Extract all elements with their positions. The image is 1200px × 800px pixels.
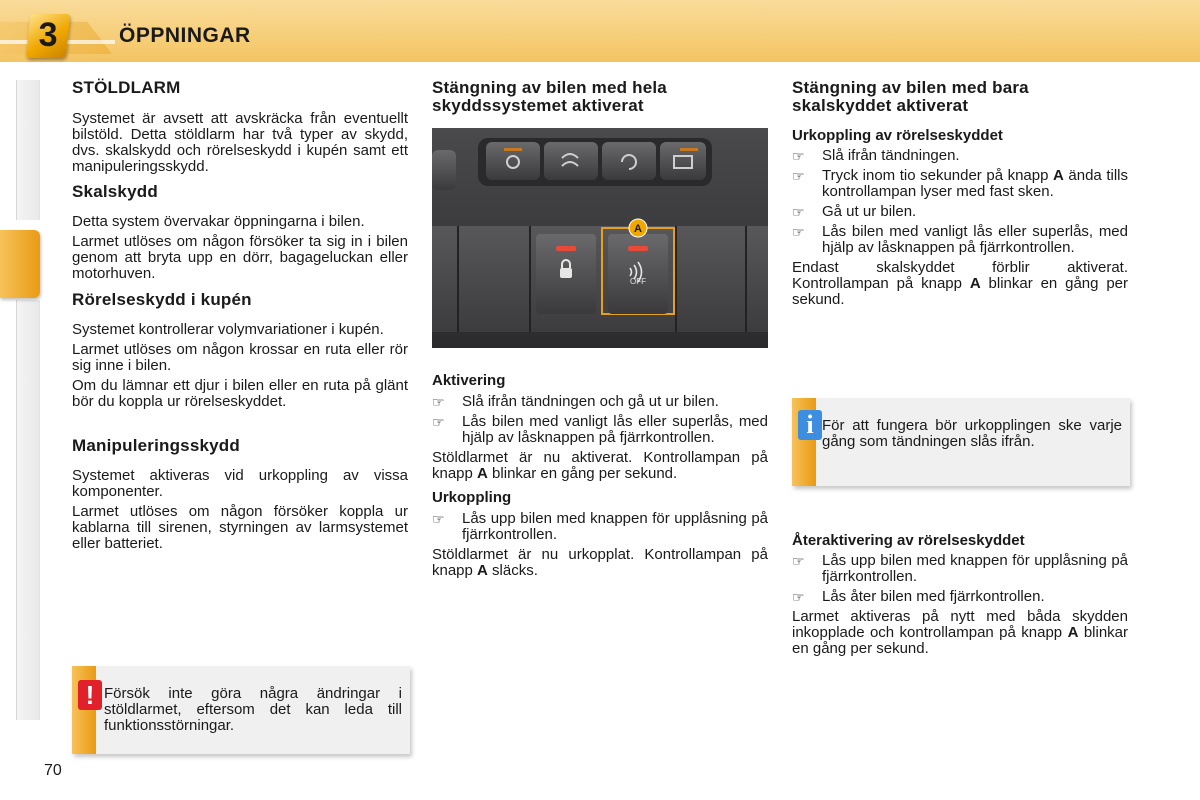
- key-a: A: [969, 275, 981, 292]
- column-middle-body: [432, 372, 768, 579]
- heading-aktivering: Aktivering: [432, 372, 506, 389]
- heading-manipuleringsskydd: Manipuleringsskydd: [72, 436, 240, 455]
- text-run: släcks.: [487, 562, 538, 579]
- text-run: Stöldlarmet är nu urkopplat. Kontrollampan på knapp: [432, 546, 768, 579]
- bullet-text: Lås upp bilen med knappen för upplåsning på fjärrkontrollen.: [822, 552, 1128, 585]
- bullet-text: Slå ifrån tändningen.: [822, 147, 960, 164]
- heading-full-protection: Stängning av bilen med hela skyddssystemet aktiverat: [432, 78, 667, 115]
- side-tab[interactable]: [16, 300, 40, 370]
- intro-paragraph: Systemet är avsett att avskräcka från eventuellt bilstöld. Detta stöldlarm har två typer av skydd, dvs. skalskydd och rörelseskydd i kupén samt ett manipuleringsskydd.: [72, 110, 408, 175]
- bullet-text: [822, 167, 1128, 200]
- key-a: A: [1053, 167, 1064, 184]
- pointing-hand-icon: ☞: [432, 414, 445, 430]
- heading-shell-protection: Stängning av bilen med bara skalskyddet aktiverat: [792, 78, 1029, 115]
- lock-icon: [560, 268, 572, 278]
- bullet-item: [792, 204, 1128, 220]
- text-run: blinkar en gång per sekund.: [792, 624, 1129, 657]
- side-tab[interactable]: [16, 580, 40, 650]
- side-tab[interactable]: [16, 150, 40, 220]
- side-tab[interactable]: [16, 510, 40, 580]
- pointing-hand-icon: ☞: [792, 553, 805, 569]
- page-number: 70: [44, 762, 62, 779]
- off-label: OFF: [630, 277, 646, 286]
- defrost-button: [486, 142, 540, 180]
- paragraph: Larmet utlöses om någon krossar en ruta eller rör sig inne i bilen.: [72, 341, 408, 374]
- page-header: [0, 0, 1200, 62]
- bullet-item: [792, 224, 1128, 256]
- warning-note: [72, 666, 410, 754]
- side-tab[interactable]: [16, 370, 40, 440]
- column-right-bottom: [792, 532, 1128, 657]
- key-a: A: [477, 465, 488, 482]
- bullet-item: [432, 414, 768, 446]
- section-title-stoldlarm: STÖLDLARM: [72, 78, 181, 97]
- info-note-text: För att fungera bör urkopplingen ske varje gång som tändningen slås ifrån.: [822, 417, 1122, 450]
- paragraph: [432, 450, 768, 482]
- bullet-item: [792, 168, 1128, 200]
- bullet-text: Gå ut ur bilen.: [822, 203, 917, 220]
- bullet-text: Lås bilen med vanligt lås eller superlås, med hjälp av låsknappen på fjärrkontrollen.: [822, 223, 1128, 256]
- info-note: [792, 398, 1130, 486]
- side-tab[interactable]: [16, 440, 40, 510]
- heading-urkoppling: Urkoppling: [432, 489, 512, 506]
- indicator-led: [680, 148, 698, 151]
- side-tab[interactable]: [16, 650, 40, 720]
- pointing-hand-icon: ☞: [792, 224, 805, 240]
- key-a: A: [1067, 624, 1079, 641]
- bullet-item: [432, 511, 768, 543]
- paragraph: Systemet aktiveras vid urkoppling av vissa komponenter.: [72, 467, 408, 500]
- column-left: [72, 76, 408, 552]
- text-run: Larmet aktiveras på nytt med båda skydden inkopplade och kontrollampan på knapp: [792, 608, 1128, 641]
- warning-note-text: Försök inte göra några ändringar i stöldlarmet, eftersom det kan leda till funktionsstörningar.: [104, 685, 402, 734]
- paragraph: [432, 547, 768, 579]
- paragraph: [792, 609, 1128, 657]
- paragraph: Detta system övervakar öppningarna i bilen.: [72, 213, 365, 230]
- text-run: blinkar en gång per sekund.: [792, 275, 1129, 308]
- column-right: [792, 76, 1128, 308]
- callout-a-label: A: [634, 223, 642, 235]
- chapter-title: ÖPPNINGAR: [119, 24, 251, 47]
- side-button: [432, 150, 456, 190]
- bullet-item: [792, 589, 1128, 605]
- dashboard-illustration: [432, 128, 768, 348]
- pointing-hand-icon: ☞: [792, 589, 805, 605]
- pointing-hand-icon: ☞: [432, 511, 445, 527]
- paragraph: [792, 260, 1128, 308]
- heading-ateraktivering: Återaktivering av rörelseskyddet: [792, 532, 1025, 549]
- heading-rorelseskydd: Rörelseskydd i kupén: [72, 290, 252, 309]
- paragraph: Larmet utlöses om någon försöker koppla ur kablarna till sirenen, styrningen av larmsystemet eller batteriet.: [72, 503, 408, 552]
- bullet-text: Lås upp bilen med knappen för upplåsning på fjärrkontrollen.: [462, 510, 768, 543]
- info-icon: i: [798, 410, 822, 440]
- pointing-hand-icon: ☞: [792, 204, 805, 220]
- alarm-led: [628, 246, 648, 251]
- indicator-led: [504, 148, 522, 151]
- key-a: A: [477, 562, 488, 579]
- chapter-badge: [26, 14, 71, 58]
- column-middle: [432, 76, 768, 115]
- lock-led: [556, 246, 576, 251]
- text-run: Stöldlarmet är nu aktiverat. Kontrollampan på knapp: [432, 449, 768, 482]
- heading-urkoppling-rorelse: Urkoppling av rörelseskyddet: [792, 127, 1003, 144]
- paragraph: Larmet utlöses om någon försöker ta sig in i bilen genom att bryta upp en dörr, bagageluckan eller motorhuven.: [72, 233, 408, 282]
- bullet-text: Lås åter bilen med fjärrkontrollen.: [822, 588, 1045, 605]
- bullet-item: [792, 148, 1128, 164]
- text-run: ända tills kontrollampan lyser med fast sken.: [822, 167, 1128, 200]
- pointing-hand-icon: ☞: [792, 148, 805, 164]
- text-run: Tryck inom tio sekunder på knapp: [822, 167, 1054, 184]
- bullet-text: Slå ifrån tändningen och gå ut ur bilen.: [462, 393, 719, 410]
- side-chapter-tabs: [0, 80, 44, 720]
- chapter-number: 3: [38, 16, 58, 54]
- side-tab[interactable]: [16, 80, 40, 150]
- lower-panel: [432, 226, 768, 332]
- bullet-item: [432, 394, 768, 410]
- bullet-item: [792, 553, 1128, 585]
- side-tab-active[interactable]: [0, 230, 40, 298]
- bullet-text: Lås bilen med vanligt lås eller superlås, med hjälp av låsknappen på fjärrkontrollen.: [462, 413, 768, 446]
- text-run: Kontrollampan på knapp: [792, 275, 970, 292]
- pointing-hand-icon: ☞: [432, 394, 445, 410]
- paragraph: Systemet kontrollerar volymvariationer i kupén.: [72, 321, 384, 338]
- recirculation-button: [602, 142, 656, 180]
- alarm-button-photo: [432, 128, 768, 348]
- paragraph: Om du lämnar ett djur i bilen eller en ruta på glänt bör du koppla ur rörelseskyddet.: [72, 377, 408, 410]
- heading-skalskydd: Skalskydd: [72, 182, 158, 201]
- pointing-hand-icon: ☞: [792, 168, 805, 184]
- text-run: blinkar en gång per sekund.: [487, 465, 678, 482]
- text-run: Endast skalskyddet förblir aktiverat.: [792, 259, 1128, 276]
- warning-icon: !: [78, 680, 102, 710]
- rear-defrost-button: [660, 142, 706, 180]
